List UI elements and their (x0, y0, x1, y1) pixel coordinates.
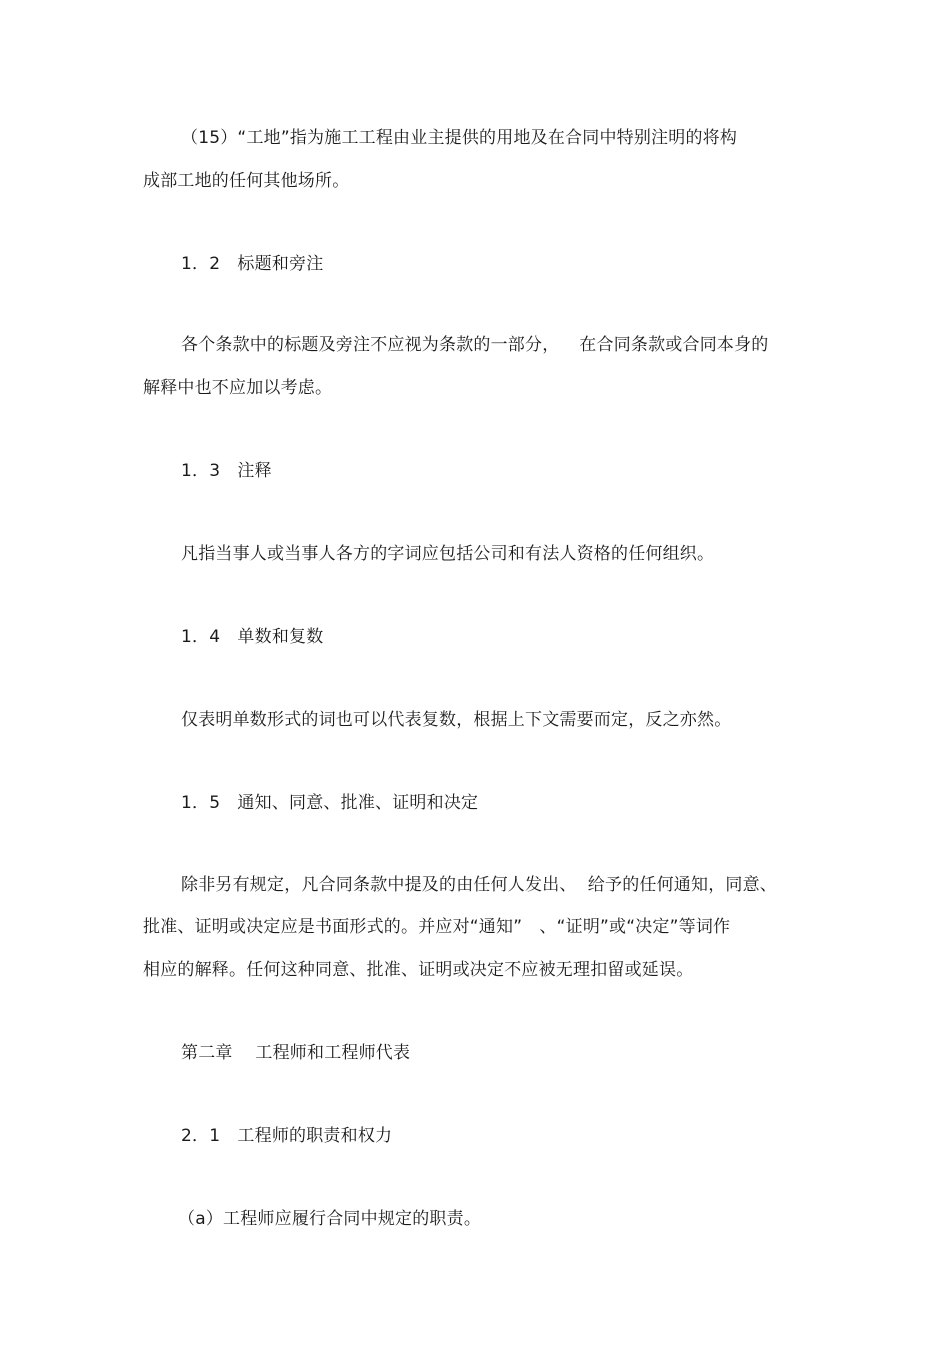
section-1-5-text-line-2: 批准、证明或决定应是书面形式的。并应对“通知” 、“证明”或“决定”等词作 (143, 917, 731, 937)
clause-15-line-1: （15）“工地”指为施工工程由业主提供的用地及在合同中特别注明的将构 (181, 128, 738, 148)
chapter-2-heading: 第二章 工程师和工程师代表 (181, 1043, 411, 1063)
clause-15-line-2: 成部工地的任何其他场所。 (143, 171, 350, 191)
section-1-2-text-line-1: 各个条款中的标题及旁注不应视为条款的一部分， 在合同条款或合同本身的 (181, 335, 769, 355)
section-1-3-heading: 1．3 注释 (181, 461, 272, 481)
section-1-2-heading: 1．2 标题和旁注 (181, 254, 324, 274)
section-1-3-text: 凡指当事人或当事人各方的字词应包括公司和有法人资格的任何组织。 (181, 544, 715, 564)
section-1-5-text-line-1: 除非另有规定，凡合同条款中提及的由任何人发出、 给予的任何通知，同意、 (181, 875, 778, 895)
section-1-5-heading: 1．5 通知、同意、批准、证明和决定 (181, 793, 479, 813)
section-1-5-text-line-3: 相应的解释。任何这种同意、批准、证明或决定不应被无理扣留或延误。 (143, 960, 694, 980)
section-1-2-text-line-2: 解释中也不应加以考虑。 (143, 378, 333, 398)
section-1-4-text: 仅表明单数形式的词也可以代表复数，根据上下文需要而定，反之亦然。 (181, 710, 732, 730)
section-2-1-item-a: （a）工程师应履行合同中规定的职责。 (178, 1209, 482, 1229)
section-2-1-heading: 2．1 工程师的职责和权力 (181, 1126, 393, 1146)
section-1-4-heading: 1．4 单数和复数 (181, 627, 324, 647)
